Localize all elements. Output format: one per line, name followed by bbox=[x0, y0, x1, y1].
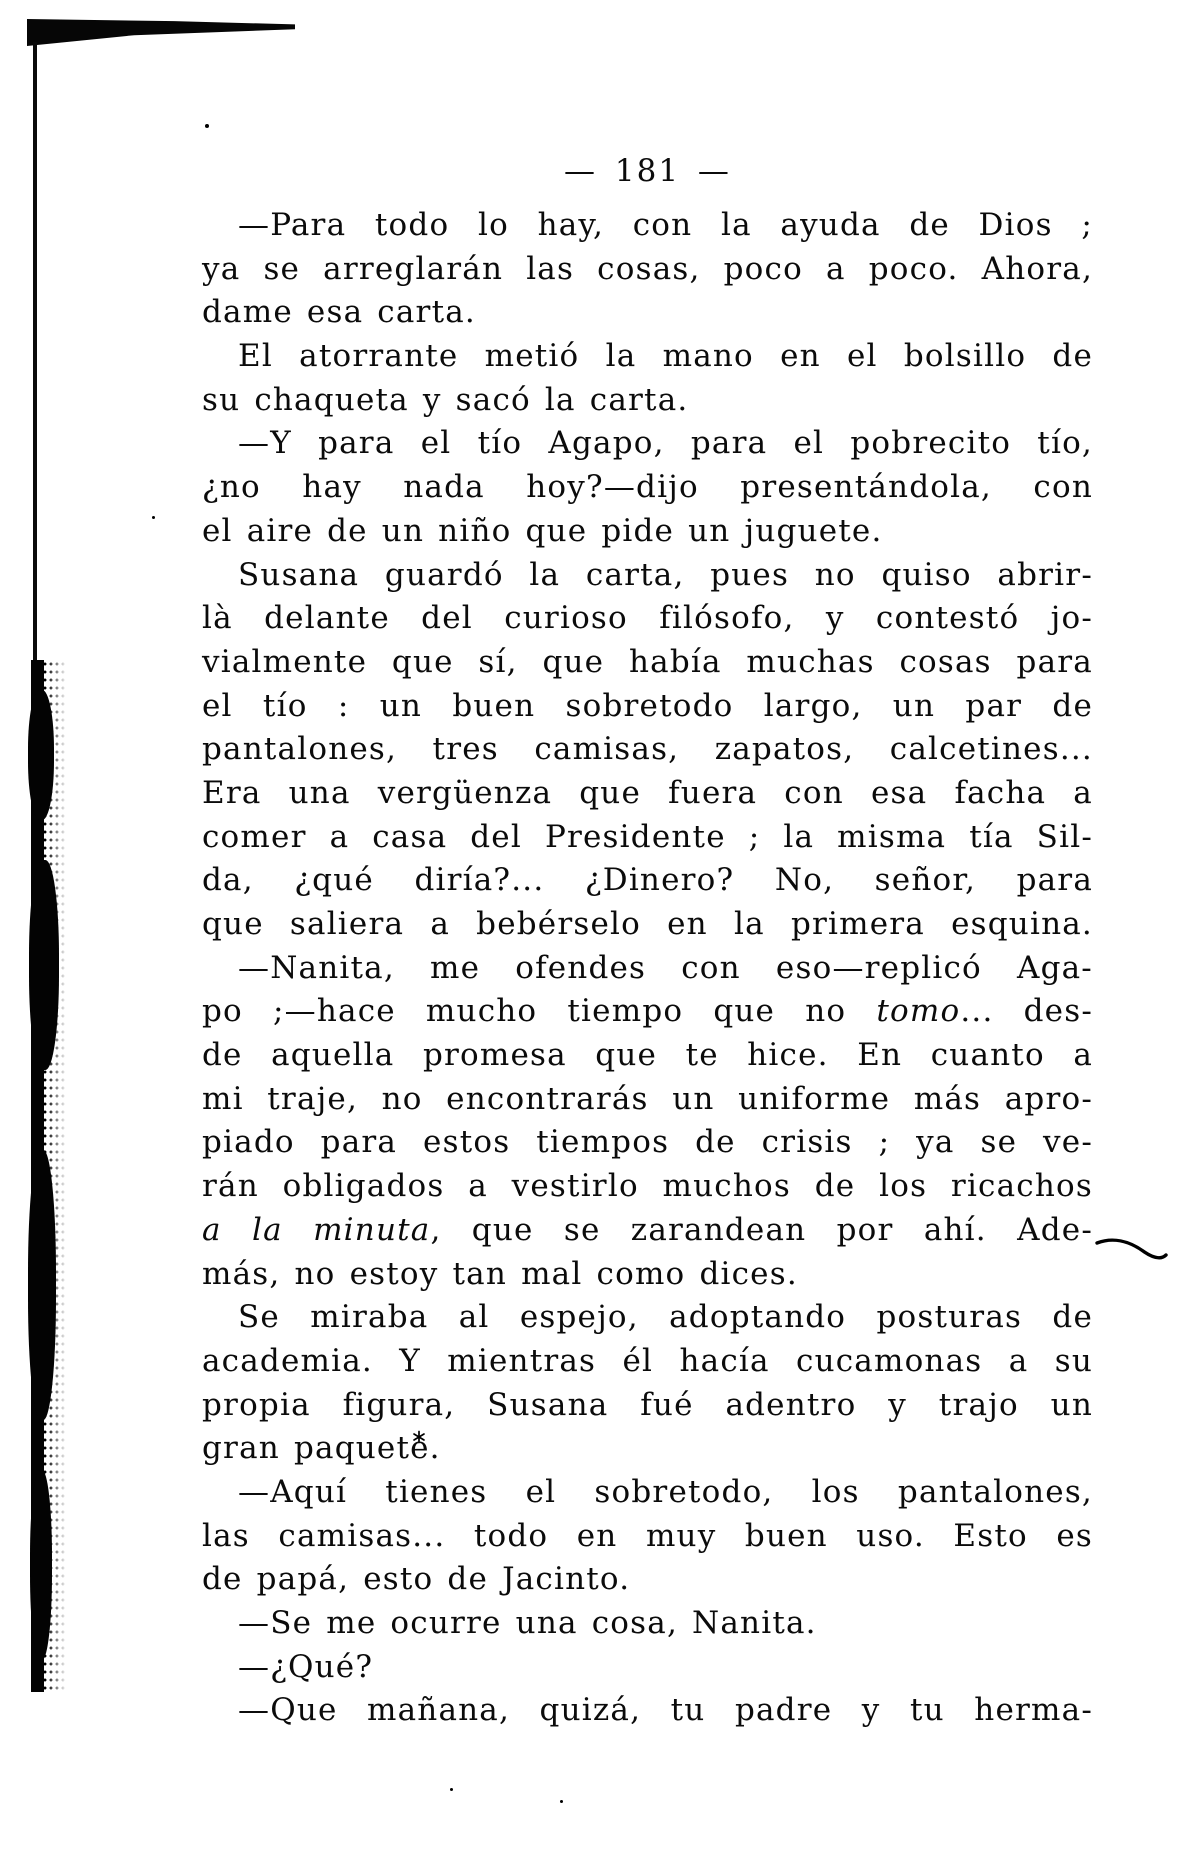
text-segment: rán obligados a vestirlo muchos de los ricachos bbox=[202, 1168, 1093, 1205]
text-line bbox=[202, 379, 1093, 423]
text-line bbox=[202, 641, 1093, 685]
text-segment: —Aquí tienes el sobretodo, los pantalones, bbox=[238, 1473, 1093, 1510]
text-line bbox=[202, 510, 1093, 554]
ink-speck bbox=[152, 516, 155, 519]
text-line bbox=[202, 335, 1093, 379]
text-line bbox=[202, 1602, 1093, 1646]
text-segment: Se miraba al espejo, adoptando posturas de bbox=[238, 1299, 1093, 1336]
text-segment: piado para estos tiempos de crisis ; ya se ve- bbox=[202, 1124, 1093, 1161]
text-segment: —Para todo lo hay, con la ayuda de Dios ; bbox=[238, 207, 1093, 243]
text-segment: el aire de un niño que pide un juguete. bbox=[202, 512, 883, 549]
text-segment: pantalones, tres camisas, zapatos, calcetines... bbox=[202, 731, 1093, 768]
text-segment: —Y para el tío Agapo, para el pobrecito tío, bbox=[238, 425, 1093, 462]
text-line bbox=[202, 772, 1093, 816]
text-segment: vialmente que sí, que había muchas cosas para bbox=[202, 643, 1093, 680]
text-segment: de papá, esto de Jacinto. bbox=[202, 1561, 631, 1598]
text-line bbox=[202, 1340, 1093, 1384]
text-line bbox=[202, 903, 1093, 947]
text-segment: que saliera a bebérselo en la primera esquina. bbox=[202, 906, 1093, 942]
text-segment: —Que mañana, quizá, tu padre y tu herma- bbox=[238, 1692, 1093, 1729]
scan-artifact-edge-line bbox=[33, 42, 37, 667]
text-line bbox=[202, 947, 1093, 991]
text-line bbox=[202, 990, 1093, 1034]
text-line bbox=[202, 422, 1093, 466]
text-segment: dame esa carta. bbox=[202, 294, 476, 331]
text-line bbox=[202, 1121, 1093, 1165]
text-segment: su chaqueta y sacó la carta. bbox=[202, 381, 689, 418]
text-segment: las camisas... todo en muy buen uso. Esto es bbox=[202, 1517, 1093, 1554]
text-segment: Susana guardó la carta, pues no quiso abrir- bbox=[238, 556, 1093, 593]
text-line bbox=[202, 685, 1093, 729]
text-line bbox=[202, 1427, 1093, 1471]
text-line bbox=[202, 1209, 1093, 1253]
text-segment: ... des- bbox=[960, 993, 1093, 1030]
text-line bbox=[202, 1646, 1093, 1690]
text-segment: ¿no hay nada hoy?—dijo presentándola, con bbox=[202, 469, 1093, 506]
scan-artifact-ink-blob bbox=[28, 1150, 56, 1420]
scan-artifact-ink-blob bbox=[28, 690, 54, 820]
text-line bbox=[202, 1384, 1093, 1428]
text-line bbox=[202, 554, 1093, 598]
ink-swoosh-mark bbox=[1095, 1236, 1169, 1264]
text-segment: más, no estoy tan mal como dices. bbox=[202, 1255, 798, 1292]
text-line bbox=[202, 466, 1093, 510]
text-line bbox=[202, 1296, 1093, 1340]
text-line bbox=[202, 1689, 1093, 1733]
ink-speck bbox=[205, 124, 209, 128]
text-line bbox=[202, 1253, 1093, 1297]
text-segment-italic: a la minuta bbox=[202, 1211, 431, 1248]
page-text-block bbox=[202, 204, 1093, 1733]
scan-artifact-ink-blob bbox=[30, 1470, 52, 1660]
text-segment: academia. Y mientras él hacía cucamonas a su bbox=[202, 1342, 1093, 1379]
text-segment: da, ¿qué diría?... ¿Dinero? No, señor, para bbox=[202, 862, 1093, 899]
text-line bbox=[202, 597, 1093, 641]
text-line bbox=[202, 291, 1093, 335]
text-line bbox=[202, 1165, 1093, 1209]
text-segment: propia figura, Susana fué adentro y trajo un bbox=[202, 1386, 1093, 1423]
text-segment: El atorrante metió la mano en el bolsillo de bbox=[238, 338, 1093, 375]
text-segment: mi traje, no encontrarás un uniforme más apro- bbox=[202, 1080, 1093, 1117]
ink-speck bbox=[450, 1788, 453, 1791]
text-line bbox=[202, 1078, 1093, 1122]
text-line bbox=[202, 816, 1093, 860]
page-number: — 181 — bbox=[564, 153, 731, 189]
text-segment: Era una vergüenza que fuera con esa facha a bbox=[202, 774, 1093, 811]
text-line bbox=[202, 1034, 1093, 1078]
text-segment: —Se me ocurre una cosa, Nanita. bbox=[238, 1605, 817, 1641]
text-line bbox=[202, 1471, 1093, 1515]
text-segment: —Nanita, me ofendes con eso—replicó Aga- bbox=[238, 949, 1093, 986]
text-line bbox=[202, 1558, 1093, 1602]
text-segment-italic: tomo bbox=[876, 993, 961, 1030]
text-segment: ya se arreglarán las cosas, poco a poco. Ahora, bbox=[202, 250, 1093, 287]
text-line bbox=[202, 728, 1093, 772]
text-segment: là delante del curioso filósofo, y contestó jo- bbox=[202, 600, 1093, 637]
text-segment: —¿Qué? bbox=[238, 1648, 374, 1685]
scan-artifact-corner-wedge bbox=[27, 19, 295, 46]
text-segment: , que se zarandean por ahí. Ade- bbox=[430, 1211, 1093, 1248]
scan-artifact-ink-blob bbox=[29, 860, 59, 1070]
ink-speck bbox=[560, 1800, 563, 1803]
text-segment: el tío : un buen sobretodo largo, un par de bbox=[202, 687, 1093, 724]
text-segment: comer a casa del Presidente ; la misma tía Sil- bbox=[202, 818, 1093, 855]
text-segment: gran paquete. bbox=[202, 1430, 441, 1467]
text-line bbox=[202, 248, 1093, 292]
text-segment: de aquella promesa que te hice. En cuanto a bbox=[202, 1037, 1093, 1074]
text-line bbox=[202, 1515, 1093, 1559]
text-line bbox=[202, 859, 1093, 903]
text-line bbox=[202, 204, 1093, 248]
text-segment: po ;—hace mucho tiempo que no bbox=[202, 993, 877, 1030]
